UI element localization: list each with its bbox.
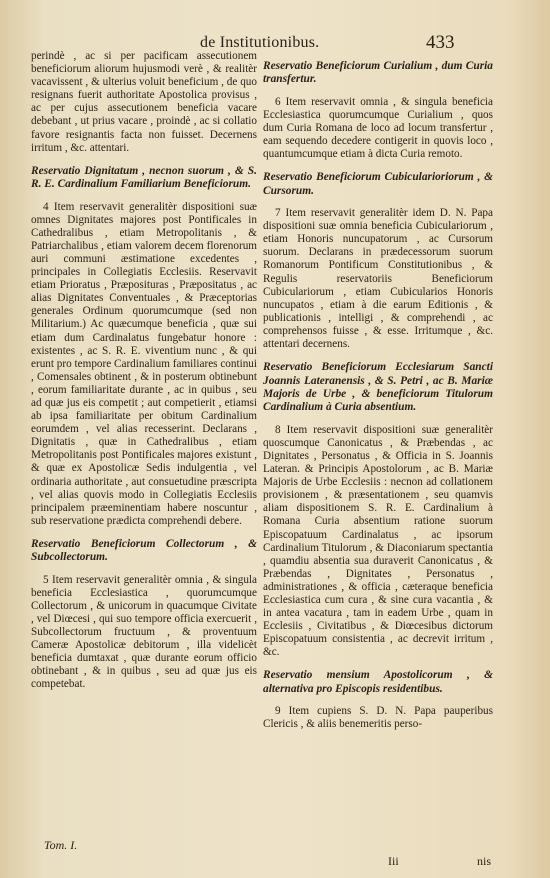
- paragraph: 8 Item reservavit dispositioni suæ generalitèr quoscumque Canonicatus , & Præbendas , ac Dignitates , Personatus , & Officia in S. Joannis Lateran. & Principis Apostolorum , ac B. Mariæ Majoris de Urbe Ecclesiis : necnon ad collationem provisionem , & præsentationem , seu quamvis aliam dispositionem S. R. E. Cardinalium à Romana Curia absentium ratione suorum Episcopatuum Cardinalatus , ac ipsorum Cardinalium Titulorum , & Diaconiarum spectantia , quamdiu absentia sua duraverit Canonicatus , & Præbendas , Dignitates , Personatus , administrationes , & officia , cæteraque beneficia Ecclesiastica cum cura , & sine cura vacantia , & in antea vacatura , tam in eadem Urbe , quam in Ecclesiis , Civitatibus , & Diœcesibus dictorum Episcopatuum consistentia , ac decrevit irritum , &c.: [263, 423, 493, 659]
- page-number: 433: [426, 32, 455, 53]
- section-heading: Reservatio Beneficiorum Collectorum , & Subcollectorum.: [31, 537, 257, 564]
- signature-mark: Iii: [388, 854, 399, 868]
- paragraph: 5 Item reservavit generalitèr omnia , & singula beneficia Ecclesiastica , quorumcumque Collectorum , & unicorum in quacumque Civitate , vel Diœcesi , qui suo tempore officia exercuerit , Subcollectorum fructuum , & proventuum Cameræ Apostolicæ debitorum , illa videlicèt beneficia dumtaxat , quæ durante eorum officio obtinebant , & in quibus , seu ad quæ jus eis competebat.: [31, 573, 257, 691]
- section-heading: Reservatio Beneficiorum Ecclesiarum Sancti Joannis Lateranensis , & S. Petri , ac B. Mariæ Majoris de Urbe , & beneficiorum Titulorum Cardinalium à Curia absentium.: [263, 361, 493, 414]
- paragraph: 9 Item cupiens S. D. N. Papa pauperibus Clericis , & aliis benemeritis perso-: [263, 705, 493, 731]
- catchword: nis: [477, 854, 492, 868]
- left-column: [31, 50, 257, 692]
- paragraph: 6 Item reservavit omnia , & singula beneficia Ecclesiastica quorumcumque Curialium , quos dum Curia Romana de loco ad locum transfertur , eam sequendo decedere contigerit in quovis loco , quantumcumque etiam à dicta Curia remoto.: [263, 95, 493, 161]
- right-column: [263, 50, 493, 731]
- paragraph: perindè , ac si per pacificam assecutionem beneficiorum aliorum hujusmodi verè , & realitèr vacavissent , & ulterius voluit beneficium , de quo resignans fuerit authoritate Apostolica provisus , ac per cujus assecutionem beneficia vacare debebant , ut prius vacare , proindè , ac si collatio favore resignantis facta non fuisset. Decernens irritum , &c. attentari.: [31, 50, 257, 154]
- section-heading: Reservatio Dignitatum , necnon suorum , & S. R. E. Cardinalium Familiarium Beneficiorum.: [31, 164, 257, 191]
- paragraph: 7 Item reservavit generalitèr idem D. N. Papa dispositioni suæ omnia beneficia Cubiculariorum , etiam Honoris nuncupatorum , ac Cursorum suorum. Declarans in prædecessorum suorum Romanorum Pontificum Constitutionibus , & Regulis reservatoriis Beneficiorum Cubiculariorum , etiam Cubicularios Honoris nuncupatos , etiam à die earum Editionis , & publicationis , intelligi , & comprehendi , ac comprehensos fuisse , & esse. Irritumque , &c. attentari decernens.: [263, 207, 493, 351]
- section-heading: Reservatio mensium Apostolicorum , & alternativa pro Episcopis residentibus.: [263, 669, 493, 695]
- running-title: de Institutionibus.: [200, 34, 320, 51]
- section-heading: Reservatio Beneficiorum Cubicularioriorum , & Cursorum.: [263, 171, 493, 197]
- paragraph: 4 Item reservavit generalitèr dispositioni suæ omnes Dignitates majores post Pontificales in Cathedralibus , etiam Metropolitanis , & Patriarchalibus , etiam valorem decem florenorum auri communi æstimatione excedentes , principales in Collegiatis Ecclesiis. Reservavit etiam Prioratus , Præposituras , Præpositatus , ac alias Dignitates Conventuales , & Præceptorias generales Ordinum quorumcumque (sed non Militarium.) Ac quæcumque beneficia , quæ sui etiam dum Cardinalatus fungebatur honore : existentes , ac S. R. E. viventium nunc , & qui erunt pro tempore Cardinalium familiares continui , Comensales obtinent , & in posterum obtinebunt , eorum familiaritate durante , ac in quibus , seu ad quæ jus eis competit ; aut competierit , etiamsi ab ipsa familiaritate per obitum Cardinalium eorumdem , vel alias recesserint. Declarans , Dignitatis , quæ in Cathedralibus , etiam Metropolitanis post Pontificales majores existunt , & quæ ex Apostolicæ Sedis indulgentia , vel ordinaria authoritate , aut consuetudine præscripta , vel alias quovis modo in Collegiatis Ecclesiis principalem præeminentiam habere noscuntur , sub reservatione prædicta comprehendi debere.: [31, 200, 257, 527]
- section-heading: Reservatio Beneficiorum Curialium , dum Curia transfertur.: [263, 60, 493, 86]
- volume-mark: Tom. I.: [44, 838, 78, 852]
- page-footer: [0, 838, 550, 868]
